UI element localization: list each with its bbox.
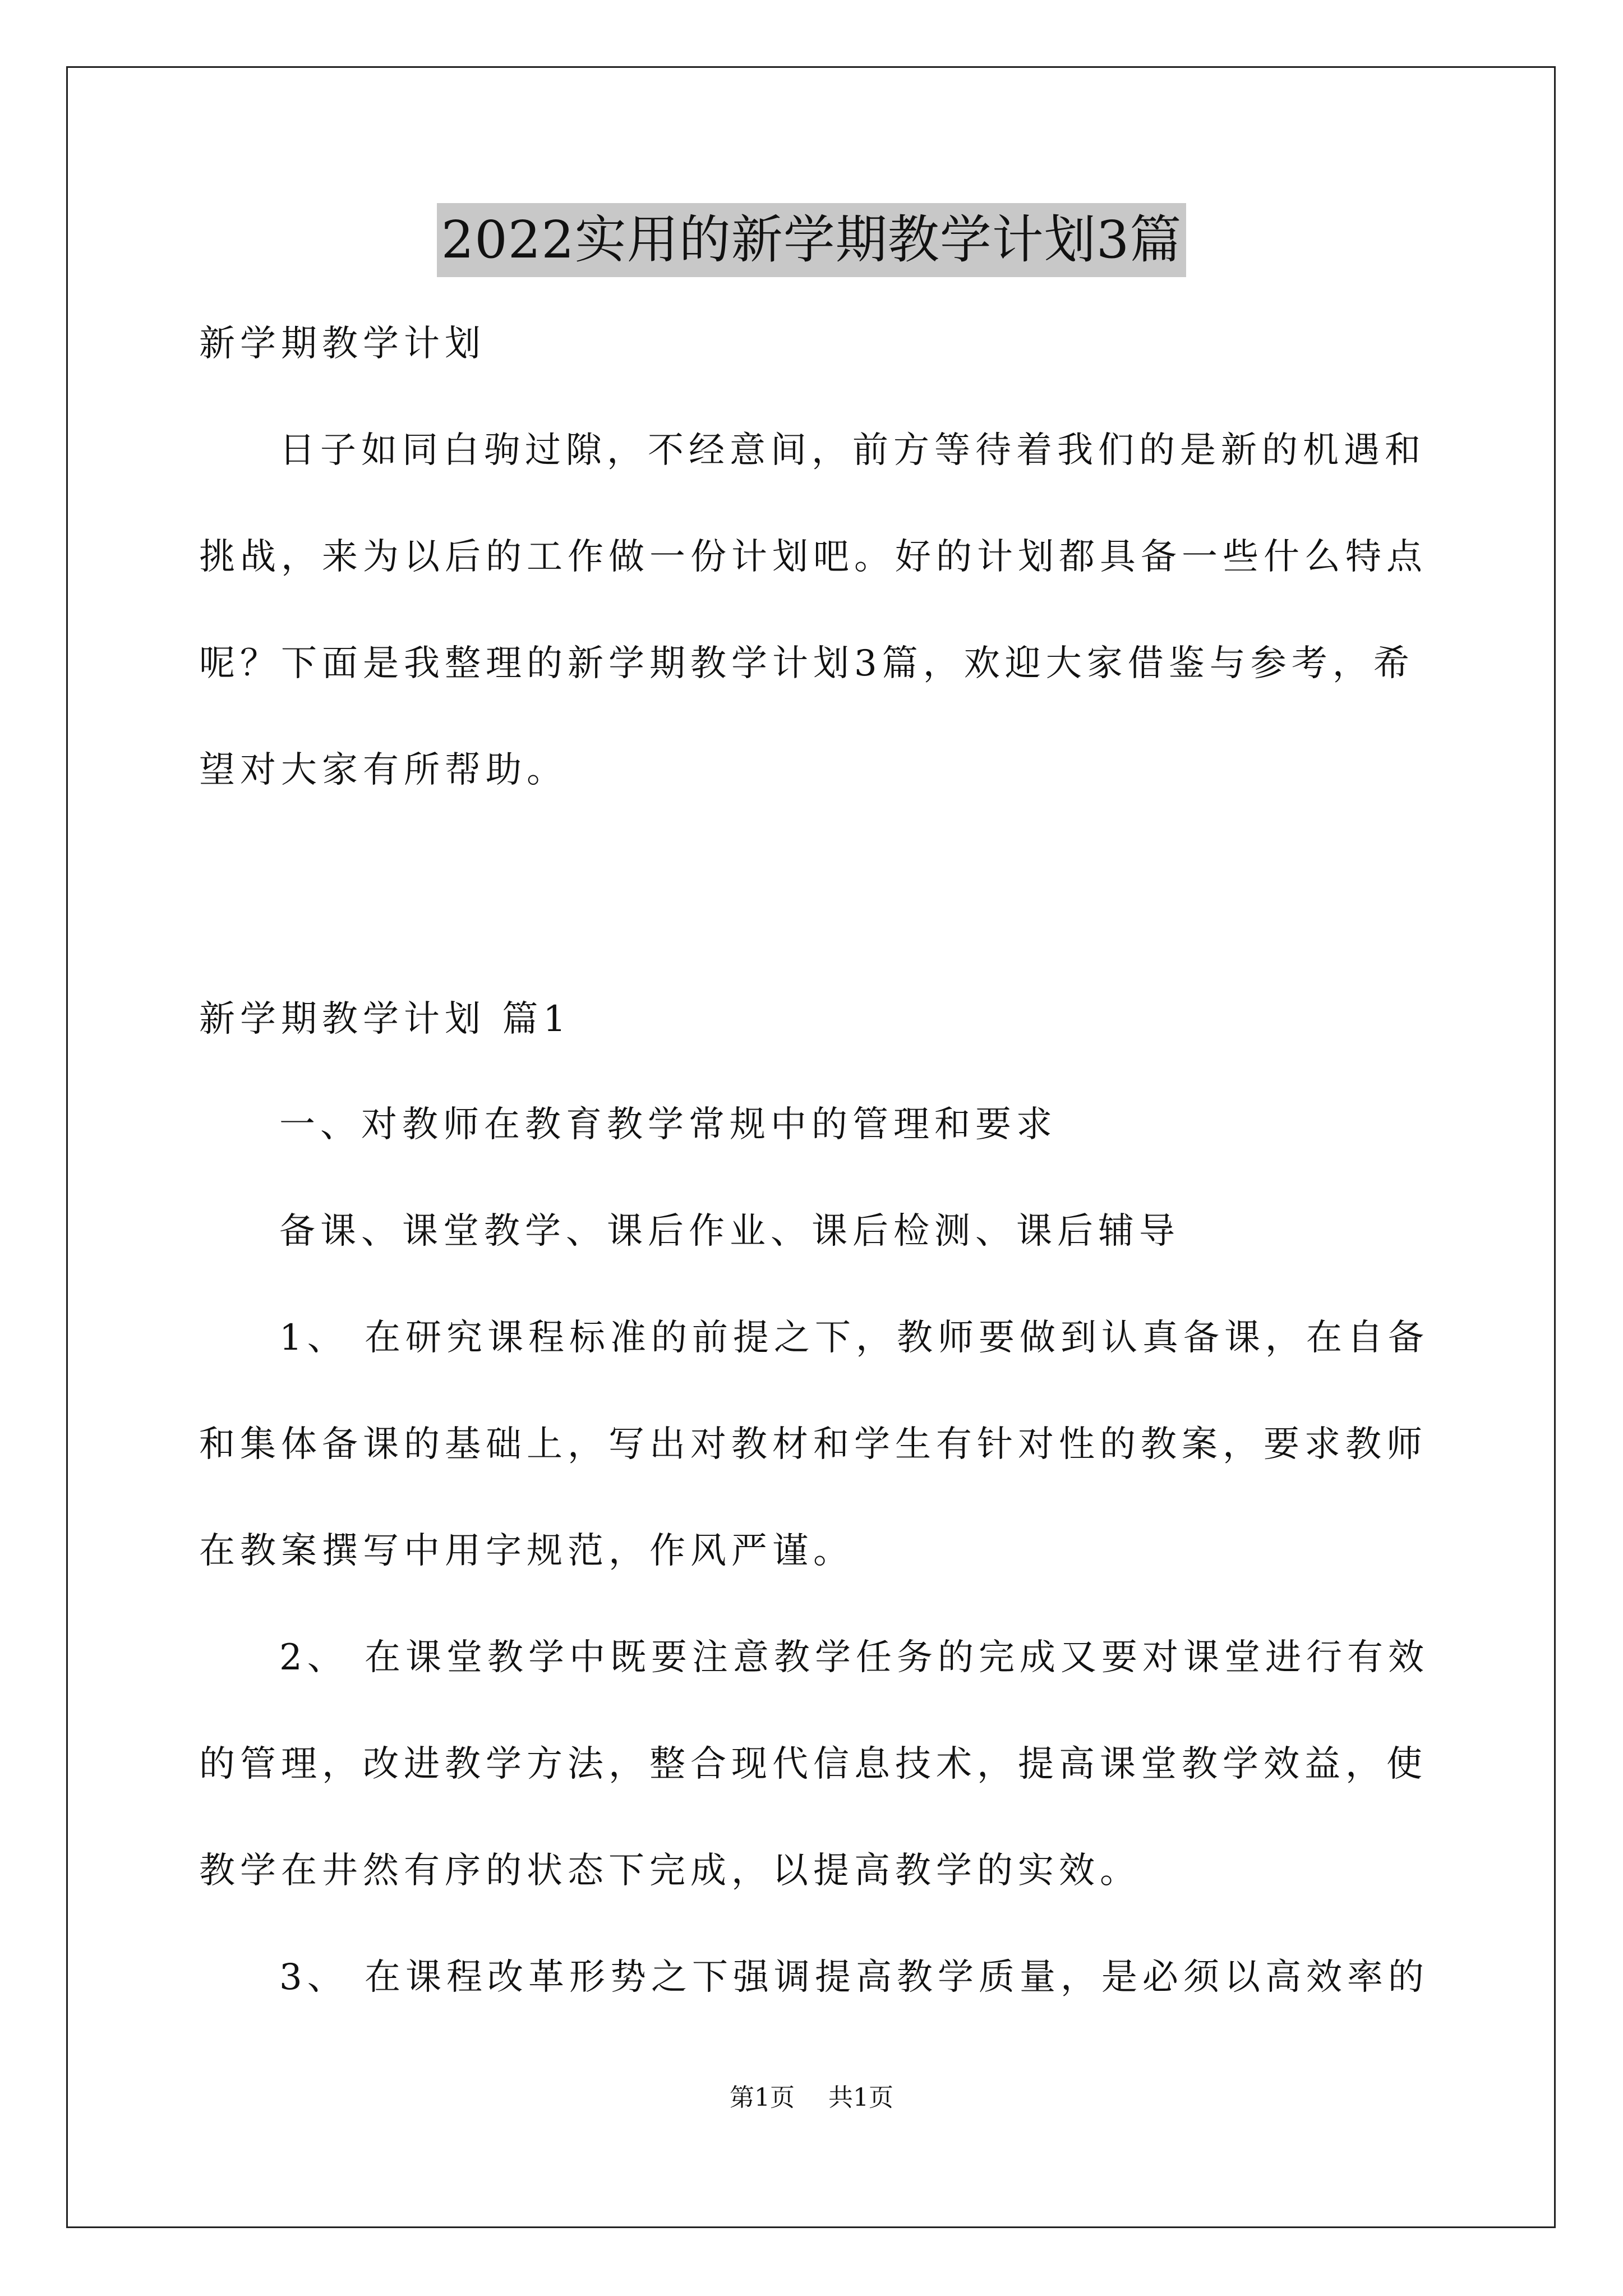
intro-line-3: 呢？下面是我整理的新学期教学计划3篇，欢迎大家借鉴与参考，希 <box>199 643 1414 684</box>
page-number-current: 第1页 <box>730 2083 795 2112</box>
subheading: 一、对教师在教育教学常规中的管理和要求 <box>279 1104 1057 1145</box>
part-heading: 新学期教学计划 篇1 <box>199 999 571 1040</box>
title-container <box>0 203 1623 277</box>
item1-line-2: 和集体备课的基础上，写出对教材和学生有针对性的教案，要求教师 <box>199 1424 1427 1465</box>
section-heading: 新学期教学计划 <box>199 323 486 365</box>
item2-line-2: 的管理，改进教学方法，整合现代信息技术，提高课堂教学效益，使 <box>199 1743 1427 1785</box>
subtopics-line: 备课、课堂教学、课后作业、课后检测、课后辅导 <box>279 1211 1180 1252</box>
page-footer <box>0 2081 1623 2115</box>
item2-line-1: 2、 在课堂教学中既要注意教学任务的完成又要对课堂进行有效 <box>279 1637 1430 1678</box>
document-title: 2022实用的新学期教学计划3篇 <box>437 203 1187 277</box>
item1-line-3: 在教案撰写中用字规范，作风严谨。 <box>199 1530 854 1572</box>
intro-line-1: 日子如同白驹过隙，不经意间，前方等待着我们的是新的机遇和 <box>279 430 1426 471</box>
intro-line-2: 挑战，来为以后的工作做一份计划吧。好的计划都具备一些什么特点 <box>199 536 1427 578</box>
page-number-total: 共1页 <box>828 2083 893 2112</box>
item3-line-1: 3、 在课程改革形势之下强调提高教学质量，是必须以高效率的 <box>279 1957 1430 1998</box>
item1-line-1: 1、 在研究课程标准的前提之下，教师要做到认真备课，在自备 <box>279 1317 1430 1359</box>
intro-line-4: 望对大家有所帮助。 <box>199 749 568 791</box>
item2-line-3: 教学在井然有序的状态下完成，以提高教学的实效。 <box>199 1850 1141 1892</box>
